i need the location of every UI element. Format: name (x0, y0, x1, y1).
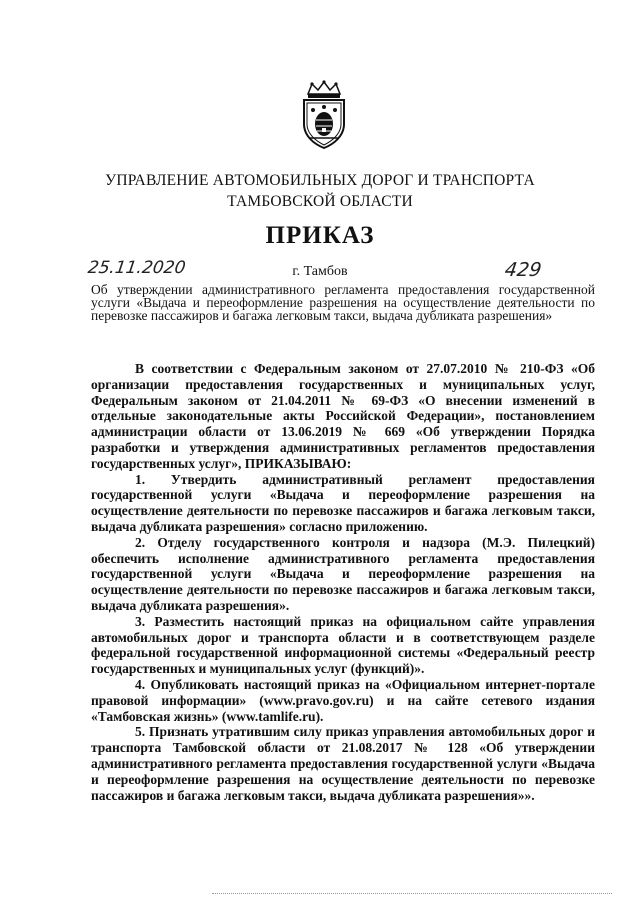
preamble-paragraph: В соответствии с Федеральным законом от 27.07.2010 № 210-ФЗ «Об организации предоставления государственных и муниципальных услуг, Федеральным законом от 21.04.2011 № 69-ФЗ «О внесении изменений в отдельные законодательные акты Российской Федерации», постановлением администрации области от 13.06.2019 № 669 «Об утверждении Порядка разработки и утверждения административных регламентов предоставления государственных услуг», ПРИКАЗЫВАЮ: (91, 361, 595, 471)
clause-5: 5. Признать утратившим силу приказ управления автомобильных дорог и транспорта Тамбовской области от 21.08.2017 № 128 «Об утверждении административного регламента предоставления государственной услуги «Выдача и переоформление разрешения на осуществление деятельности по перевозке пассажиров и багажа легковым такси, выдача дубликата разрешения»». (91, 724, 595, 803)
page-bottom-divider (212, 893, 612, 894)
clause-3: 3. Разместить настоящий приказ на официальном сайте управления автомобильных дорог и транспорта области и в соответствующем разделе федеральной государственной информационной системы «Федеральный реестр государственных и муниципальных услуг (функций)». (91, 613, 595, 677)
city-name: г. Тамбов (292, 264, 348, 279)
handwritten-order-number: 429 (503, 259, 543, 281)
order-subject: Об утверждении административного регламента предоставления государственной услуги «Выдача и переоформление разрешения на осуществление деятельности по перевозке пассажиров и багажа легковым такси, выдача дубликата разрешения» (91, 282, 595, 324)
tambov-coat-of-arms-icon (298, 80, 350, 150)
handwritten-date: 25.11.2020 (86, 258, 187, 278)
document-title: ПРИКАЗ (265, 222, 375, 249)
clause-2: 2. Отделу государственного контроля и надзора (М.Э. Пилецкий) обеспечить исполнение административного регламента предоставления государственной услуги «Выдача и переоформление разрешения на осуществление деятельности по перевозке пассажиров и багажа легковым такси, выдача дубликата разрешения». (91, 534, 595, 613)
clause-1: 1. Утвердить административный регламент предоставления государственной услуги «Выдача и переоформление разрешения на осуществление деятельности по перевозке пассажиров и багажа легковым такси, выдача дубликата разрешения» согласно приложению. (91, 471, 595, 534)
clause-4: 4. Опубликовать настоящий приказ на «Официальном интернет-портале правовой информации» (www.pravo.gov.ru) и на сайте сетевого издания «Тамбовская жизнь» (www.tamlife.ru). (91, 676, 595, 724)
order-body (91, 361, 595, 803)
organization-name-line1: УПРАВЛЕНИЕ АВТОМОБИЛЬНЫХ ДОРОГ И ТРАНСПОРТА (105, 172, 535, 189)
organization-name-line2: ТАМБОВСКОЙ ОБЛАСТИ (227, 193, 413, 210)
